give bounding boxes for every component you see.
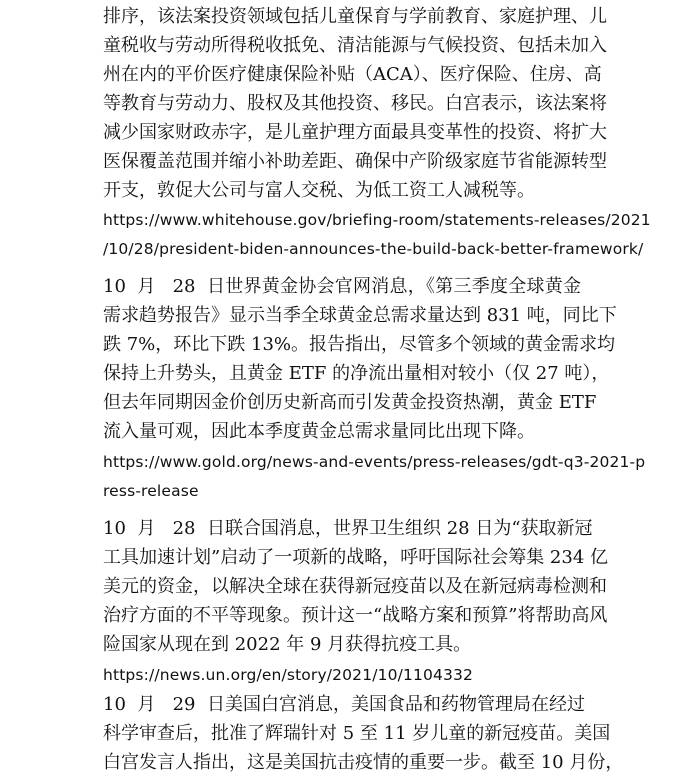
text-line: 治疗方面的不平等现象。预计这一“战略方案和预算”将帮助高风 bbox=[103, 605, 608, 626]
text-line: 科学审查后，批准了辉瑞针对 5 至 11 岁儿童的新冠疫苗。美国 bbox=[103, 723, 611, 744]
entry-date: 10 月 29 日 bbox=[103, 694, 225, 715]
text-line: 童税收与劳动所得税收抵免、清洁能源与气候投资、包括未加入 bbox=[103, 35, 607, 56]
source-link[interactable]: /10/28/president-biden-announces-the-build-back-better-framework/ bbox=[103, 240, 644, 258]
entry-text: 联合国消息，世界卫生组织 28 日为“获取新冠 bbox=[225, 518, 593, 539]
source-link[interactable]: https://www.gold.org/news-and-events/press-releases/gdt-q3-2021-p bbox=[103, 453, 646, 471]
entry-first-line bbox=[103, 692, 585, 718]
text-line: 减少国家财政赤字，是儿童护理方面最具变革性的投资、将扩大 bbox=[103, 122, 607, 143]
entry-text: 美国白宫消息，美国食品和药物管理局在经过 bbox=[225, 694, 585, 715]
entry-text: 世界黄金协会官网消息，《第三季度全球黄金 bbox=[225, 276, 581, 297]
text-line: 工具加速计划”启动了一项新的战略，呼吁国际社会筹集 234 亿 bbox=[103, 547, 608, 568]
text-line: 但去年同期因金价创历史新高而引发黄金投资热潮，黄金 ETF bbox=[103, 392, 597, 413]
entry-first-line bbox=[103, 516, 593, 542]
text-line: 险国家从现在到 2022 年 9 月获得抗疫工具。 bbox=[103, 634, 472, 655]
text-line: 白宫发言人指出，这是美国抗击疫情的重要一步。截至 10 月份， bbox=[103, 752, 624, 773]
entry-date: 10 月 28 日 bbox=[103, 276, 225, 297]
source-link[interactable]: ress-release bbox=[103, 482, 199, 500]
text-line: 州在内的平价医疗健康保险补贴（ACA）、医疗保险、住房、高 bbox=[103, 64, 602, 85]
text-line: 跌 7%，环比下跌 13%。报告指出，尽管多个领域的黄金需求均 bbox=[103, 334, 616, 355]
entry-date: 10 月 28 日 bbox=[103, 518, 225, 539]
entry-first-line bbox=[103, 274, 581, 300]
text-line: 美元的资金，以解决全球在获得新冠疫苗以及在新冠病毒检测和 bbox=[103, 576, 607, 597]
source-link[interactable]: https://news.un.org/en/story/2021/10/1104332 bbox=[103, 666, 474, 684]
text-line: 排序，该法案投资领域包括儿童保育与学前教育、家庭护理、儿 bbox=[103, 6, 607, 27]
text-line: 保持上升势头，且黄金 ETF 的净流出量相对较小（仅 27 吨）， bbox=[103, 363, 610, 384]
text-line: 医保覆盖范围并缩小补助差距、确保中产阶级家庭节省能源转型 bbox=[103, 151, 607, 172]
text-line: 需求趋势报告》显示当季全球黄金总需求量达到 831 吨，同比下 bbox=[103, 305, 617, 326]
text-line: 流入量可观，因此本季度黄金总需求量同比出现下降。 bbox=[103, 421, 535, 442]
source-link[interactable]: https://www.whitehouse.gov/briefing-room/statements-releases/2021 bbox=[103, 211, 651, 229]
text-line: 开支，敦促大公司与富人交税、为低工资工人减税等。 bbox=[103, 180, 535, 201]
text-line: 等教育与劳动力、股权及其他投资、移民。白宫表示，该法案将 bbox=[103, 93, 607, 114]
